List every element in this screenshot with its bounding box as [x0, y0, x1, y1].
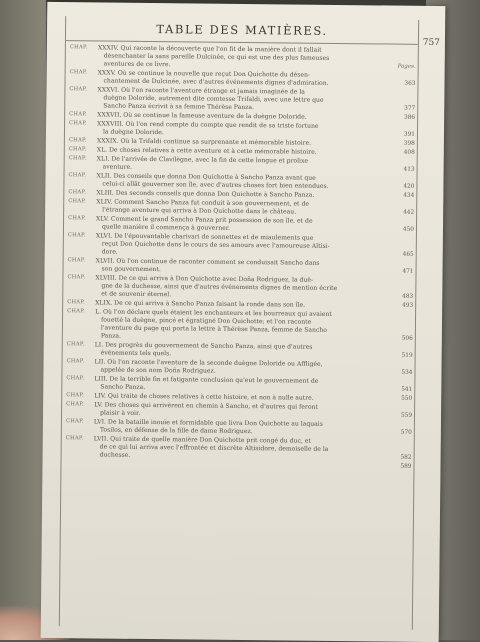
entry-page-number: 506 [401, 335, 413, 342]
entry-page-number: 483 [402, 293, 414, 300]
entry-text-line: XLV. Comment le grand Sancho Panza prit possession de son île, et de [96, 215, 313, 225]
entry-text-line: XLIX. De ce qui arriva à Sancho Panza faisant la ronde dans son île. [95, 299, 306, 309]
toc-entry [66, 375, 413, 394]
toc-entry [67, 274, 414, 301]
entry-page-number: 442 [403, 209, 415, 216]
entry-text-line: gne de la duchesse, ainsi que d'autres événements dignes de mention écrite [101, 282, 338, 292]
toc-entry [68, 232, 412, 259]
toc-entry [66, 435, 410, 462]
chapter-label: CHAP. [68, 155, 87, 162]
entry-text-line: événements tels quels. [100, 349, 172, 358]
chapter-label: CHAP. [66, 375, 85, 382]
entry-text-line: plaisir à voir. [100, 409, 141, 417]
chapter-label: CHAP. [68, 172, 87, 179]
entry-text-line: LV. Des choses qui arrivèrent en chemin à Sancho, et d'autres qui feront [94, 401, 318, 411]
entry-text-line: quelle manière il commença à gouverner. [101, 223, 230, 232]
entry-text-line: fouetté la duègne, pincé et égratigné Don Quichotte; et l'on raconte [100, 316, 312, 326]
chapter-label: CHAP. [66, 401, 84, 408]
entry-text-line: la duègne Doloride. [102, 128, 164, 136]
entry-page-number: 471 [402, 268, 414, 275]
entry-text-line: et de souvenir éternel. [101, 290, 172, 299]
entry-page-number: 413 [403, 166, 415, 173]
background-left [0, 0, 46, 640]
entry-text-line: l'étrange aventure qui arriva à Don Quichotte dans le château. [102, 206, 297, 216]
chapter-label: CHAP. [68, 215, 86, 222]
entry-text-line: XXXVIII. Où l'on rend compte du compte que rendit de sa triste fortune [97, 120, 319, 130]
entry-text-line: LVII. Qui traite de quelle manière Don Quichotte prit congé du duc, et [93, 435, 311, 445]
chapter-label: CHAP. [67, 299, 86, 306]
entry-text-line: Sancho Panza écrivit à sa femme Thérèse Panza. [103, 102, 254, 111]
toc-entry [66, 358, 413, 377]
entry-text-line: appelée de son nom Doña Rodriguez. [100, 366, 216, 375]
toc-entry [70, 44, 414, 71]
entry-page-number: 465 [402, 251, 414, 258]
entry-text-line: duègne Doloride, autrement dite comtesse Trifaldi, avec une lettre que [103, 94, 324, 104]
entry-text-line: chantement de Dulcinée, avec d'autres événements dignes d'admiration. [103, 77, 329, 87]
entry-page-number: 550 [401, 395, 413, 402]
chapter-label: CHAP. [65, 418, 84, 425]
entry-page-number: 386 [404, 114, 416, 121]
entry-text-line: XXXVI. Où l'on raconte l'aventure étrange et jamais imaginée de la [97, 86, 305, 96]
entry-text-line: LIV. Qui traite de choses relatives à cette histoire, et non à nulle autre. [94, 392, 314, 402]
entry-text-line: celui-ci allât gouverner son île, avec d'autres choses fort bien entendues. [102, 180, 329, 190]
page-number: 757 [422, 37, 440, 49]
entry-text-line: LI. Des progrès du gouvernement de Sancho Panza, ainsi que d'autres [94, 341, 313, 351]
entry-page-number: 391 [403, 131, 416, 138]
entry-text-line: aventures de ce livre. [103, 60, 171, 69]
entry-text-line: désenchanter la sans pareille Dulcinée, ce qui est une des plus fameuses [103, 52, 330, 62]
chapter-label: CHAP. [67, 308, 85, 315]
entry-text-line: XXXVII. Où se continue la fameuse aventure de la duègne Doloride. [97, 111, 307, 121]
entry-text-line: XLVII. Où l'on continue de raconter comment se conduisait Sancho dans [95, 257, 320, 267]
entry-text-line: duchesse. [99, 451, 131, 459]
entry-text-line: LVI. De la bataille inouïe et formidable que livra Don Quichotte au laquais [93, 418, 323, 428]
chapter-label: CHAP. [69, 110, 88, 118]
chapter-label: CHAP. [68, 146, 87, 153]
toc-entry [67, 308, 411, 343]
chapter-label: CHAP. [66, 341, 85, 348]
entry-text-line: Sancho Panza. [100, 383, 146, 391]
toc-entry [68, 257, 412, 276]
entry-page-number: 559 [400, 412, 413, 419]
entry-text-line: l'aventure du page qui porta la lettre à Thérèse Panza, femme de Sancho [100, 324, 328, 334]
entry-text-line: de ce qui lui arriva avec l'effrontée et discrète Altisidore, demoiselle de la [99, 443, 329, 453]
entry-text-line: L. Où l'on déclare quels étaient les enchanteurs et les bourreaux qui avaient [95, 308, 332, 319]
entry-page-number: 420 [403, 183, 415, 190]
entry-page-number: 408 [403, 149, 415, 156]
entry-text-line: Panza. [100, 332, 122, 340]
entry-text-line: XLI. De l'arrivée de Clavilègne, avec la fin de cette longue et prolixe [96, 155, 309, 165]
chapter-label: CHAP. [66, 392, 85, 399]
entry-text-line: son gouvernement. [101, 265, 161, 274]
entry-text-line: XXXIV. Qui raconte la découverte que l'on fit de la manière dont il fallait [97, 44, 322, 54]
page-title: TABLE DES MATIÈRES. [156, 22, 328, 38]
toc-entry [69, 155, 413, 174]
entry-text-line: aventure. [102, 163, 133, 171]
entry-text-line: reçut Don Quichotte dans le cours de ses amours avec l'amoureuse Altisi- [101, 240, 330, 250]
page-frame [59, 16, 440, 630]
toc-entry [66, 401, 413, 420]
entry-text-line: XLVIII. De ce qui arriva à Don Quichotte avec Doña Rodriguez, la duè- [95, 274, 314, 284]
entry-page-number: 582 [400, 454, 412, 461]
chapter-label: CHAP. [68, 198, 87, 205]
chapter-label: CHAP. [69, 69, 88, 76]
chapter-label: CHAP. [69, 44, 88, 51]
entry-text-line: XXXV. Où se continue la nouvelle que reçut Don Quichotte du désen- [97, 69, 311, 79]
chapter-label: CHAP. [69, 86, 88, 93]
chapter-label: CHAP. [67, 274, 86, 281]
entry-page-number: 363 [404, 80, 416, 87]
toc-entry [69, 120, 416, 139]
toc-entry [68, 172, 415, 191]
chapter-label: CHAP. [67, 232, 86, 239]
toc-entry [66, 418, 410, 437]
entry-page-number: 377 [404, 105, 416, 112]
entry-text-line: XLVI. De l'épouvantable charivari de sonnettes et de miaulements que [95, 232, 314, 242]
entry-page-number: 450 [402, 226, 415, 233]
toc-entry [69, 69, 416, 88]
entry-text-line: XLII. Des conseils que donna Don Quichotte à Sancho Panza avant que [96, 172, 316, 182]
chapter-label: CHAP. [67, 257, 86, 264]
entry-page-number: 541 [401, 386, 413, 393]
entry-text-line: XXXIX. Où la Trifaldi continue sa surprenante et mémorable histoire. [96, 137, 312, 147]
entry-page-number: 534 [401, 369, 413, 376]
entry-text-line: XLIV. Comment Sancho Panza fut conduit à son gouvernement, et de [96, 198, 310, 208]
entry-page-number: 434 [403, 192, 415, 199]
entry-text-line: dore. [101, 248, 118, 256]
entry-text-line: XLIII. Des seconds conseils que donna Don Quichotte à Sancho Panza. [96, 189, 315, 199]
pages-column-label: Pages. [397, 63, 416, 70]
toc-entry [67, 341, 411, 360]
chapter-label: CHAP. [65, 435, 84, 442]
entry-page-number: 589 [400, 463, 412, 470]
entry-text-line: XL. De choses relatives à cette aventure et à cette mémorable histoire. [96, 146, 317, 156]
toc-entry [68, 215, 415, 234]
toc-entry [68, 198, 415, 217]
entry-page-number: 570 [400, 429, 412, 436]
chapter-label: CHAP. [66, 358, 85, 365]
toc-entries [64, 44, 414, 630]
chapter-label: CHAP. [69, 120, 87, 127]
entry-page-number: 519 [401, 352, 413, 359]
entry-text-line: Tosilos, en défense de la fille de dame Rodriguez. [99, 426, 253, 436]
chapter-label: CHAP. [68, 189, 87, 196]
entry-text-line: LIII. De la terrible fin et fatigante conclusion qu'eut le gouvernement de [94, 375, 319, 385]
chapter-label: CHAP. [68, 137, 87, 144]
entry-page-number: 398 [403, 140, 415, 147]
book-page [41, 2, 446, 642]
entry-page-number: 493 [402, 302, 414, 309]
entry-text-line: LII. Où l'on raconte l'aventure de la seconde duègne Doloride ou Affligée, [94, 358, 323, 368]
toc-entry [69, 86, 416, 113]
